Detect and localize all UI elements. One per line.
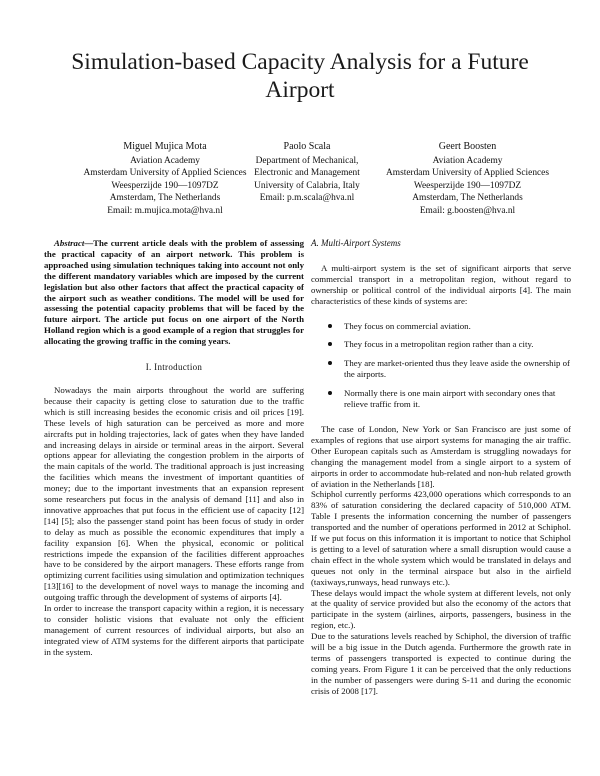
author-name: Geert Boosten (438, 141, 497, 152)
introduction-paragraph-1: Nowadays the main airports throughout the world are suffering because their capacity is getting close to saturation due to the traffic which is still increasing besides the economic crisis and oil prices [19]. These levels of high saturation can be perceived as more and more aircrafts put in holding trajectories, lack of gates when they have landed and increasing delays in airside or terminal areas in the airport. Several options appear for alleviating the congestion problem in the airports of the main capitals of the world. The traditional approach is just increasing the facilities which means the investment of important quantities of money; due to the important investments that an expansion represent some researchers put focus in the analysis of demand [11] and also in innovative approaches that put focus in the efficient use of capacity [12] [14] [5]; also the passenger stand point has been focus of study in order to delay as much as possible the economic expenditures that imply a facility expansion [6]. When the physical, economic or political restrictions impede the expansion of the facilities different approaches have to be considered by the airport managers. These efforts range from optimizing current facilities using simulation and optimization techniques [13][16] to the development of novel ways to manage the incoming and outgoing traffic through the development of systems of airports [4]. (44, 384, 304, 603)
list-item (311, 339, 571, 350)
bullet-icon (328, 342, 332, 346)
author-email: Email: m.mujica.mota@hva.nl (107, 205, 223, 216)
left-column (44, 238, 304, 658)
right-column (311, 238, 571, 697)
characteristics-list (311, 321, 571, 410)
author-affiliation: Aviation Academy (432, 155, 503, 166)
list-item (311, 321, 571, 332)
author-affiliation: Electronic and Management (254, 168, 360, 179)
author-affiliation: University of Calabria, Italy (254, 180, 360, 191)
bullet-icon (328, 391, 332, 395)
author-name: Miguel Mujica Mota (123, 141, 207, 152)
author-name: Paolo Scala (283, 141, 331, 152)
list-item-text: They are market-oriented thus they leave aside the ownership of the airports. (344, 358, 570, 380)
list-item-text: They focus in a metropolitan region rather than a city. (344, 339, 534, 350)
author-affiliation: Amsterdam University of Applied Sciences (83, 168, 247, 179)
multi-airport-paragraph-5: Due to the saturations levels reached by Schiphol, the diversion of traffic will be a big issue in the Dutch agenda. Furthermore the growth rate in terms of passengers transported is expected to continue during the coming years. From Figure 1 it can be perceived that the only reductions in the number of passengers were during S-11 and during the economic crisis of 2008 [17]. (311, 631, 571, 696)
multi-airport-paragraph-2: The case of London, New York or San Francisco are just some of examples of regions that use airport systems for managing the air traffic. Other European capitals such as Amsterdam is struggling nowadays for changing the management model from a single airport to a system of airports in order to accommodate hub-related and non-hub related growth of aviation in the Netherlands [18]. (311, 423, 571, 489)
list-item-text: They focus on commercial aviation. (344, 320, 471, 331)
bullet-icon (328, 361, 332, 365)
author-address: Amsterdam, The Netherlands (109, 193, 221, 204)
abstract (44, 238, 304, 347)
section-heading-introduction: I. Introduction (145, 362, 203, 373)
author-block-3 (360, 141, 575, 218)
author-address: Weesperzijde 190—1097DZ (413, 180, 522, 191)
bullet-icon (328, 324, 332, 328)
paper-title: Simulation-based Capacity Analysis for a Future Airport (71, 49, 529, 103)
abstract-lead: Abstract (54, 238, 85, 248)
subsection-heading-multi-airport: A. Multi-Airport Systems (311, 238, 401, 248)
multi-airport-paragraph-1: A multi-airport system is the set of significant airports that serve commercial transport in a metropolitan region, without regard to ownership or political control of the individual airports [4]. The main characteristics of these kinds of systems are: (311, 262, 571, 306)
multi-airport-paragraph-3: Schiphol currently performs 423,000 operations which corresponds to an 83% of saturation considering the declared capacity of 510,000 ATM. Table I presents the information concerning the number of passengers transported and the number of operations performed in 2012 at Schiphol. If we put focus on this information it is important to notice that Schiphol is getting to a level of saturation where a small disruption would cause a chain effect in the whole system which would be translated in delays and queues not only in the terminal airspace but also in the airfield (taxiways,runways, head runways etc.). (311, 489, 571, 587)
author-block-2 (242, 141, 372, 205)
list-item-text: Normally there is one main airport with secondary ones that relieve traffic from it. (344, 388, 556, 410)
author-address: Weesperzijde 190—1097DZ (111, 180, 219, 191)
multi-airport-paragraph-4: These delays would impact the whole system at different levels, not only at the quality of service provided but also the economy of the actors that participate in the system (airlines, airports, passengers, business in the region, etc.). (311, 587, 571, 631)
author-email: Email: p.m.scala@hva.nl (259, 193, 355, 204)
author-affiliation: Department of Mechanical, (255, 155, 359, 166)
introduction-paragraph-2: In order to increase the transport capacity within a region, it is necessary to consider holistic visions that evaluate not only the efficient management of current resources of individual airports, but also an integrated view of ATM systems for the different airports that participate in the system. (44, 603, 304, 657)
author-affiliation: Aviation Academy (130, 155, 200, 166)
author-address: Amsterdam, The Netherlands (412, 193, 523, 204)
list-item (311, 388, 571, 410)
author-email: Email: g.boosten@hva.nl (419, 205, 516, 216)
abstract-text: —The current article deals with the problem of assessing the practical capacity of an airport network. This problem is approached using simulation techniques taking into account not only the different mandatory variables which are imposed by the current legislation but also other factors that affect the practical capacity of the airport such as weather conditions. The model will be used for assessing the potential capacity problems that will be faced by the future airport. The article put focus on one airport of the North Holland region which is a good example of a region that struggles for allocating the growing traffic in the coming years. (44, 238, 304, 347)
author-affiliation: Amsterdam University of Applied Sciences (386, 168, 549, 179)
list-item (311, 358, 571, 380)
